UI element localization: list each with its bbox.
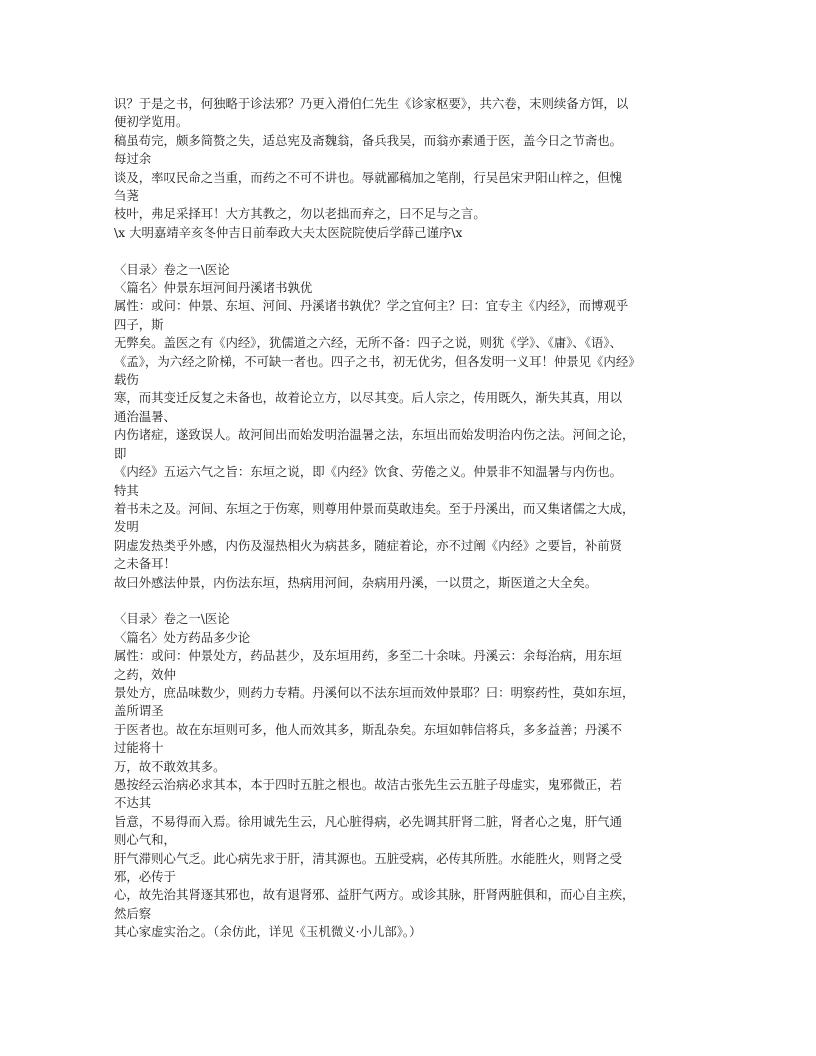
text-line: 《内经》五运六气之旨：东垣之说，即《内经》饮食、劳倦之义。仲景非不知温暑与内伤也。 (114, 464, 623, 480)
text-line: 内伤诸症，遂致误人。故河间出而始发明治温暑之法，东垣出而始发明治内伤之法。河间之论， (114, 427, 635, 443)
text-line: 特其 (114, 482, 139, 498)
text-line: 无弊矣。盖医之有《内经》，犹儒道之六经，无所不备：四子之说，则犹《学》、《庸》、《语》、 (114, 335, 622, 351)
section-body-1 (114, 297, 702, 592)
section-tag-line: 〈篇名〉仲景东垣河间丹溪诸书孰优 (114, 280, 313, 296)
text-line: 然后察 (114, 905, 152, 921)
text-line: 识？于是之书，何独略于诊法邪？乃更入滑伯仁先生《诊家枢要》，共六卷，末则续备方饵，以 (114, 96, 629, 111)
document-text-body (114, 95, 702, 942)
section-header-2 (114, 610, 702, 647)
blank-line (114, 242, 702, 260)
section-tag-line: 〈目录〉卷之一\医论 (114, 611, 230, 627)
text-line: 景处方，庶品味数少，则药力专精。丹溪何以不法东垣而效仲景耶？曰：明察药性，莫如东垣， (114, 684, 635, 700)
section-header-1 (114, 261, 702, 298)
text-line: 通治温暑、 (114, 408, 176, 424)
text-line: 愚按经云治病必求其本，本于四时五脏之根也。故洁古张先生云五脏子母虚实，鬼邪微正，若 (114, 777, 623, 792)
text-line: \x 大明嘉靖辛亥冬仲吉日前奉政大夫太医院院使后学薛己谨序\x (114, 224, 463, 240)
text-line: 寒，而其变迁反复之未备也，故着论立方，以尽其变。后人宗之，传用既久，渐失其真，用以 (114, 390, 623, 406)
section-body-2 (114, 647, 702, 942)
text-line: 心，故先治其肾逐其邪也，故有退肾邪、益肝气两方。或诊其脉，肝肾两脏俱和，而心自主疾， (114, 887, 635, 903)
section-tag-line: 〈篇名〉处方药品多少论 (114, 629, 251, 645)
text-line: 邪，必传于 (114, 869, 176, 885)
text-line: 旨意，不易得而入焉。徐用诚先生云，凡心脏得病，必先调其肝肾二脏，肾者心之鬼，肝气通 (114, 813, 623, 829)
text-line: 即 (114, 445, 127, 461)
text-line: 过能将十 (114, 740, 164, 756)
text-line: 之未备耳！ (114, 556, 176, 572)
text-line: 阴虚发热类乎外感，内伤及湿热相火为病甚多，随症着论，亦不过阐《内经》之要旨，补前贤 (114, 537, 623, 553)
text-line: 四子，斯 (114, 316, 164, 332)
paragraph-gap-1 (114, 242, 702, 260)
text-line: 便初学览用。 (114, 114, 189, 130)
text-line: 盖所谓圣 (114, 703, 164, 719)
text-line: 谈及，率叹民命之当重，而药之不可不讲也。辱就鄙稿加之笔削，行吴邑宋尹阳山梓之，但愧 (114, 169, 623, 185)
text-line: 每过余 (114, 151, 152, 167)
section-tag-line: 〈目录〉卷之一\医论 (114, 261, 230, 277)
preface-continuation (114, 95, 702, 242)
text-line: 载伤 (114, 372, 139, 388)
text-line: 之药，效仲 (114, 666, 176, 682)
text-line: 属性：或问：仲景处方，药品甚少，及东垣用药，多至二十余味。丹溪云：余每治病，用东垣 (114, 648, 623, 664)
text-line: 稿虽苟完，颇多简赘之失，适总宪及斋魏翁，备兵我吴，而翁亦素通于医，盖今日之节斋也。 (114, 132, 623, 148)
text-line: 着书未之及。河间、东垣之于伤寒，则尊用仲景而莫敢违矣。至于丹溪出，而又集诸儒之大成， (114, 500, 635, 516)
blank-line (114, 592, 702, 610)
text-line: 则心气和， (114, 832, 176, 848)
text-line: 《孟》，为六经之阶梯，不可缺一者也。四子之书，初无优劣，但各发明一义耳！仲景见《内经》 (114, 353, 641, 369)
text-line: 不达其 (114, 795, 152, 811)
text-line: 于医者也。故在东垣则可多，他人而效其多，斯乱杂矣。东垣如韩信将兵，多多益善；丹溪不 (114, 721, 623, 737)
text-line: 发明 (114, 519, 139, 535)
text-line: 万，故不敢效其多。 (114, 758, 226, 774)
text-line: 其心家虚实治之。（余仿此，详见《玉机微义·小儿部》。） (114, 924, 422, 940)
text-line: 故曰外感法仲景，内伤法东垣，热病用河间，杂病用丹溪，一以贯之，斯医道之大全矣。 (114, 574, 598, 590)
text-line: 枝叶，弗足采择耳！大方其教之，勿以老拙而弃之，曰不足与之言。 (114, 206, 486, 222)
text-line: 肝气滞则心气乏。此心病先求于肝，清其源也。五脏受病，必传其所胜。水能胜火，则肾之受 (114, 850, 623, 866)
paragraph-gap-2 (114, 592, 702, 610)
text-line: 刍荛 (114, 188, 139, 204)
text-line: 属性：或问：仲景、东垣、河间、丹溪诸书孰优？学之宜何主？曰：宜专主《内经》，而博观乎 (114, 298, 629, 314)
